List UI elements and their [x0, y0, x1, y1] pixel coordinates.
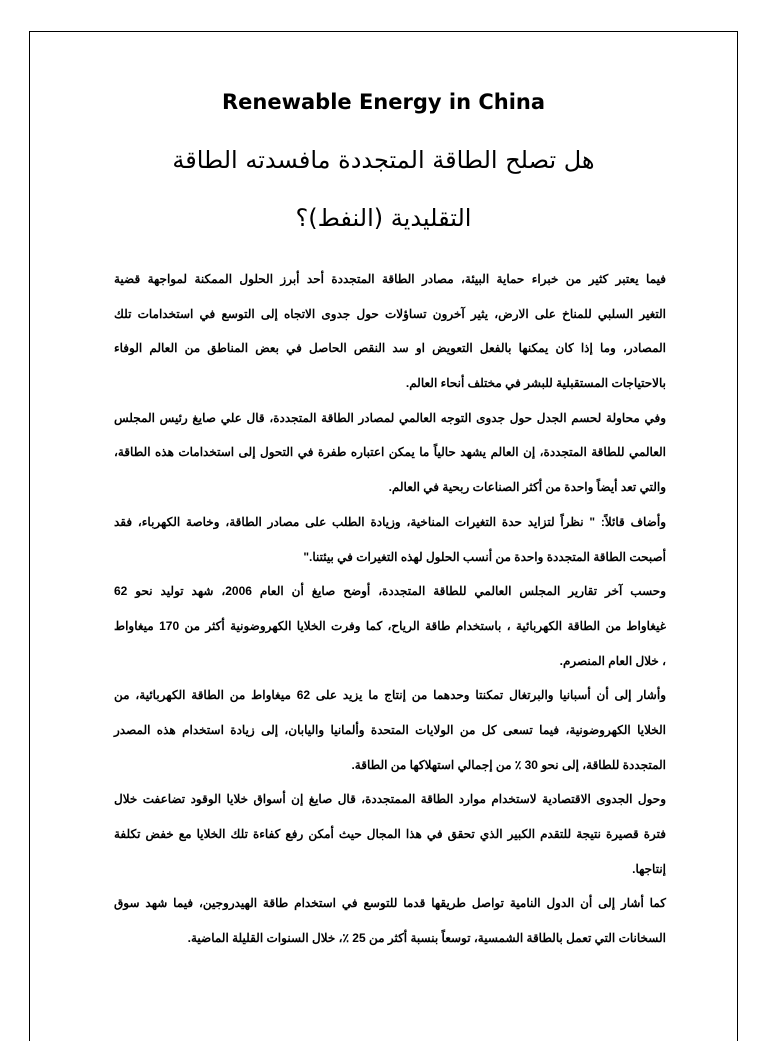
paragraph-5-line-2: الخلايا الكهروضونية، فيما تسعى كل من الولايات المتحدة وألمانيا واليابان، إلى زيادة استخدام هذه المصدر [114, 722, 666, 737]
paragraph-5-line-3: المتجددة للطاقة، إلى نحو 30 ٪ من إجمالي استهلاكها من الطاقة. [351, 757, 666, 772]
paragraph-6-line-3: إنتاجها. [632, 861, 666, 876]
title-arabic-line-1: هل تصلح الطاقة المتجددة مافسدته الطاقة [172, 146, 595, 174]
paragraph-1-line-4: بالاحتياجات المستقبلية للبشر في مختلف أنحاء العالم. [405, 376, 666, 391]
document-page [29, 31, 738, 1041]
title-english: Renewable Energy in China [221, 90, 546, 114]
article-body [114, 262, 666, 956]
paragraph-2-line-2: العالمي للطاقة المتجددة، إن العالم يشهد حالياً ما يمكن اعتباره طفرة في التحول إلى استخدامات هذه الطاقة، [114, 445, 666, 460]
paragraph-6-line-1: وحول الجدوى الاقتصادية لاستخدام موارد الطاقة الممتجددة، قال صايغ إن أسواق خلايا الوقود تضاعفت خلال [114, 792, 666, 807]
paragraph-3-line-2: أصبحت الطاقة المتجددة واحدة من أنسب الحلول لهذه التغيرات في بيئتنا." [303, 549, 666, 564]
paragraph-3-line-1: وأضاف قائلاً: " نظراً لتزايد حدة التغيرات المناخية، وزيادة الطلب على مصادر الطاقة، وخاصة الكهرباء، فقد [114, 514, 666, 529]
title-arabic-line-2: التقليدية (النفط)؟ [295, 204, 472, 232]
paragraph-7-line-2: السخانات التي تعمل بالطاقة الشمسية، توسعاً بنسبة أكثر من 25 ٪، خلال السنوات القليلة الماضية. [187, 931, 666, 946]
paragraph-1-line-3: المصادر، وما إذا كان يمكنها بالفعل التعويض او سد النقص الحاصل في بعض المناطق من العالم الوفاء [114, 341, 666, 356]
paragraph-5-line-1: وأشار إلى أن أسبانيا والبرتغال تمكنتا وحدهما من إنتاج ما يزيد على 62 ميغاواط من الطاقة الكهربائية، من [114, 688, 666, 703]
paragraph-4-line-3: ، خلال العام المنصرم. [559, 653, 666, 668]
paragraph-4-line-2: غيغاواط من الطاقة الكهربائية ، باستخدام طاقة الرياح، كما وفرت الخلايا الكهروضونية أكثر من 170 ميغاواط [114, 618, 666, 633]
paragraph-4-line-1: وحسب آخر تقارير المجلس العالمي للطاقة المتجددة، أوضح صايغ أن العام 2006، شهد توليد نحو 62 [114, 584, 666, 599]
paragraph-7-line-1: كما أشار إلى أن الدول النامية تواصل طريقها قدما للتوسع في استخدام طاقة الهيدروجين، فيما شهد سوق [114, 896, 666, 911]
paragraph-1-line-1: فيما يعتبر كثير من خبراء حماية البيئة، مصادر الطاقة المتجددة أحد أبرز الحلول الممكنة لمواجهة قضية [114, 272, 666, 286]
paragraph-2-line-3: والتي تعد أيضاً واحدة من أكثر الصناعات ربحية في العالم. [388, 480, 666, 495]
paragraph-1-line-2: التغير السلبي للمناخ على الارض، يثير آخرون تساؤلات حول جدوى الاتجاه إلى التوسع في استخدامات تلك [114, 306, 666, 321]
paragraph-2-line-1: وفي محاولة لحسم الجدل حول جدوى التوجه العالمي لمصادر الطاقة المتجددة، قال علي صايغ رئيس المجلس [114, 410, 666, 425]
paragraph-6-line-2: فترة قصيرة نتيجة للتقدم الكبير الذي تحقق في هذا المجال حيث أمكن رفع كفاءة تلك الخلايا مع خفض تكلفة [114, 827, 666, 841]
